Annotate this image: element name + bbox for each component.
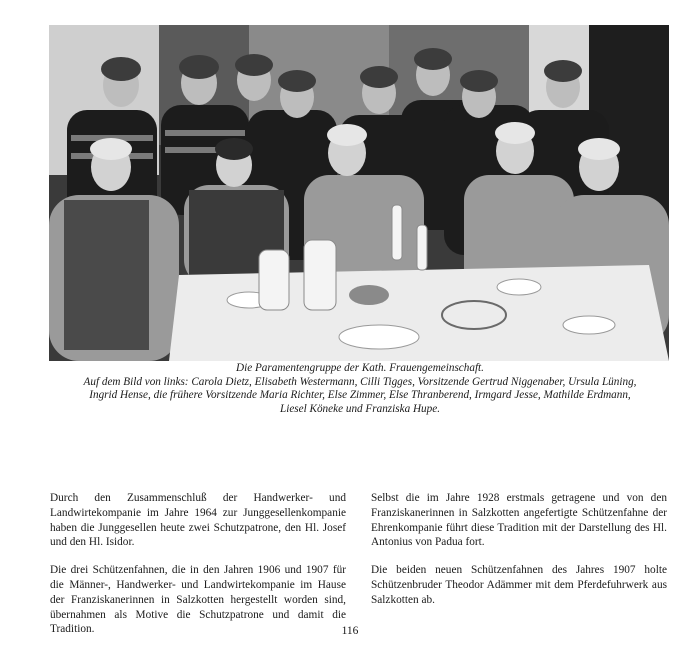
- caption-title: Die Paramentengruppe der Kath. Frauengemeinschaft.: [236, 362, 484, 374]
- paragraph: Die beiden neuen Schützenfahnen des Jahres 1907 holte Schützenbruder Theodor Adämmer mit dem Pferdefuhrwerk aus Salzkotten ab.: [371, 564, 667, 606]
- caption-line: Liesel Köneke und Franziska Hupe.: [279, 402, 441, 415]
- group-photo: [49, 25, 669, 361]
- paragraph: Die drei Schützenfahnen, die in den Jahren 1906 und 1907 für die Männer-, Handwerker- und Landwirtekompanie im Hause der Franziskanerinnen in Salzkotten hergestellt worden sind, übernahmen als Motive die Schutzpatrone und damit die Tradition.: [50, 564, 346, 636]
- paragraph: Durch den Zusammenschluß der Handwerker- und Landwirtekompanie im Jahre 1964 zur Junggesellenkompanie haben die Junggesellen heute zwei Schutzpatrone, den Hl. Josef und den Hl. Isidor.: [50, 492, 346, 549]
- group-photo-illustration: [49, 25, 669, 361]
- paragraph: Selbst die im Jahre 1928 erstmals getragene und von den Franziskanerinnen in Salzkotten angefertigte Schützenfahne der Ehrenkompanie führt diese Tradition mit der Darstellung des Hl. Antonius von Padua fort.: [371, 492, 667, 549]
- caption-line: Auf dem Bild von links: Carola Dietz, Elisabeth Westermann, Cilli Tigges, Vorsitzende Gertrud Niggenaber, Ursula Lüning,: [83, 375, 637, 388]
- right-column: [371, 491, 667, 621]
- caption-line: Ingrid Hense, die frühere Vorsitzende Maria Richter, Else Zimmer, Else Thranberend, Irmgard Jesse, Mathilde Erdmann,: [89, 389, 631, 402]
- page-number: 116: [341, 625, 359, 637]
- photo-caption: [40, 362, 680, 416]
